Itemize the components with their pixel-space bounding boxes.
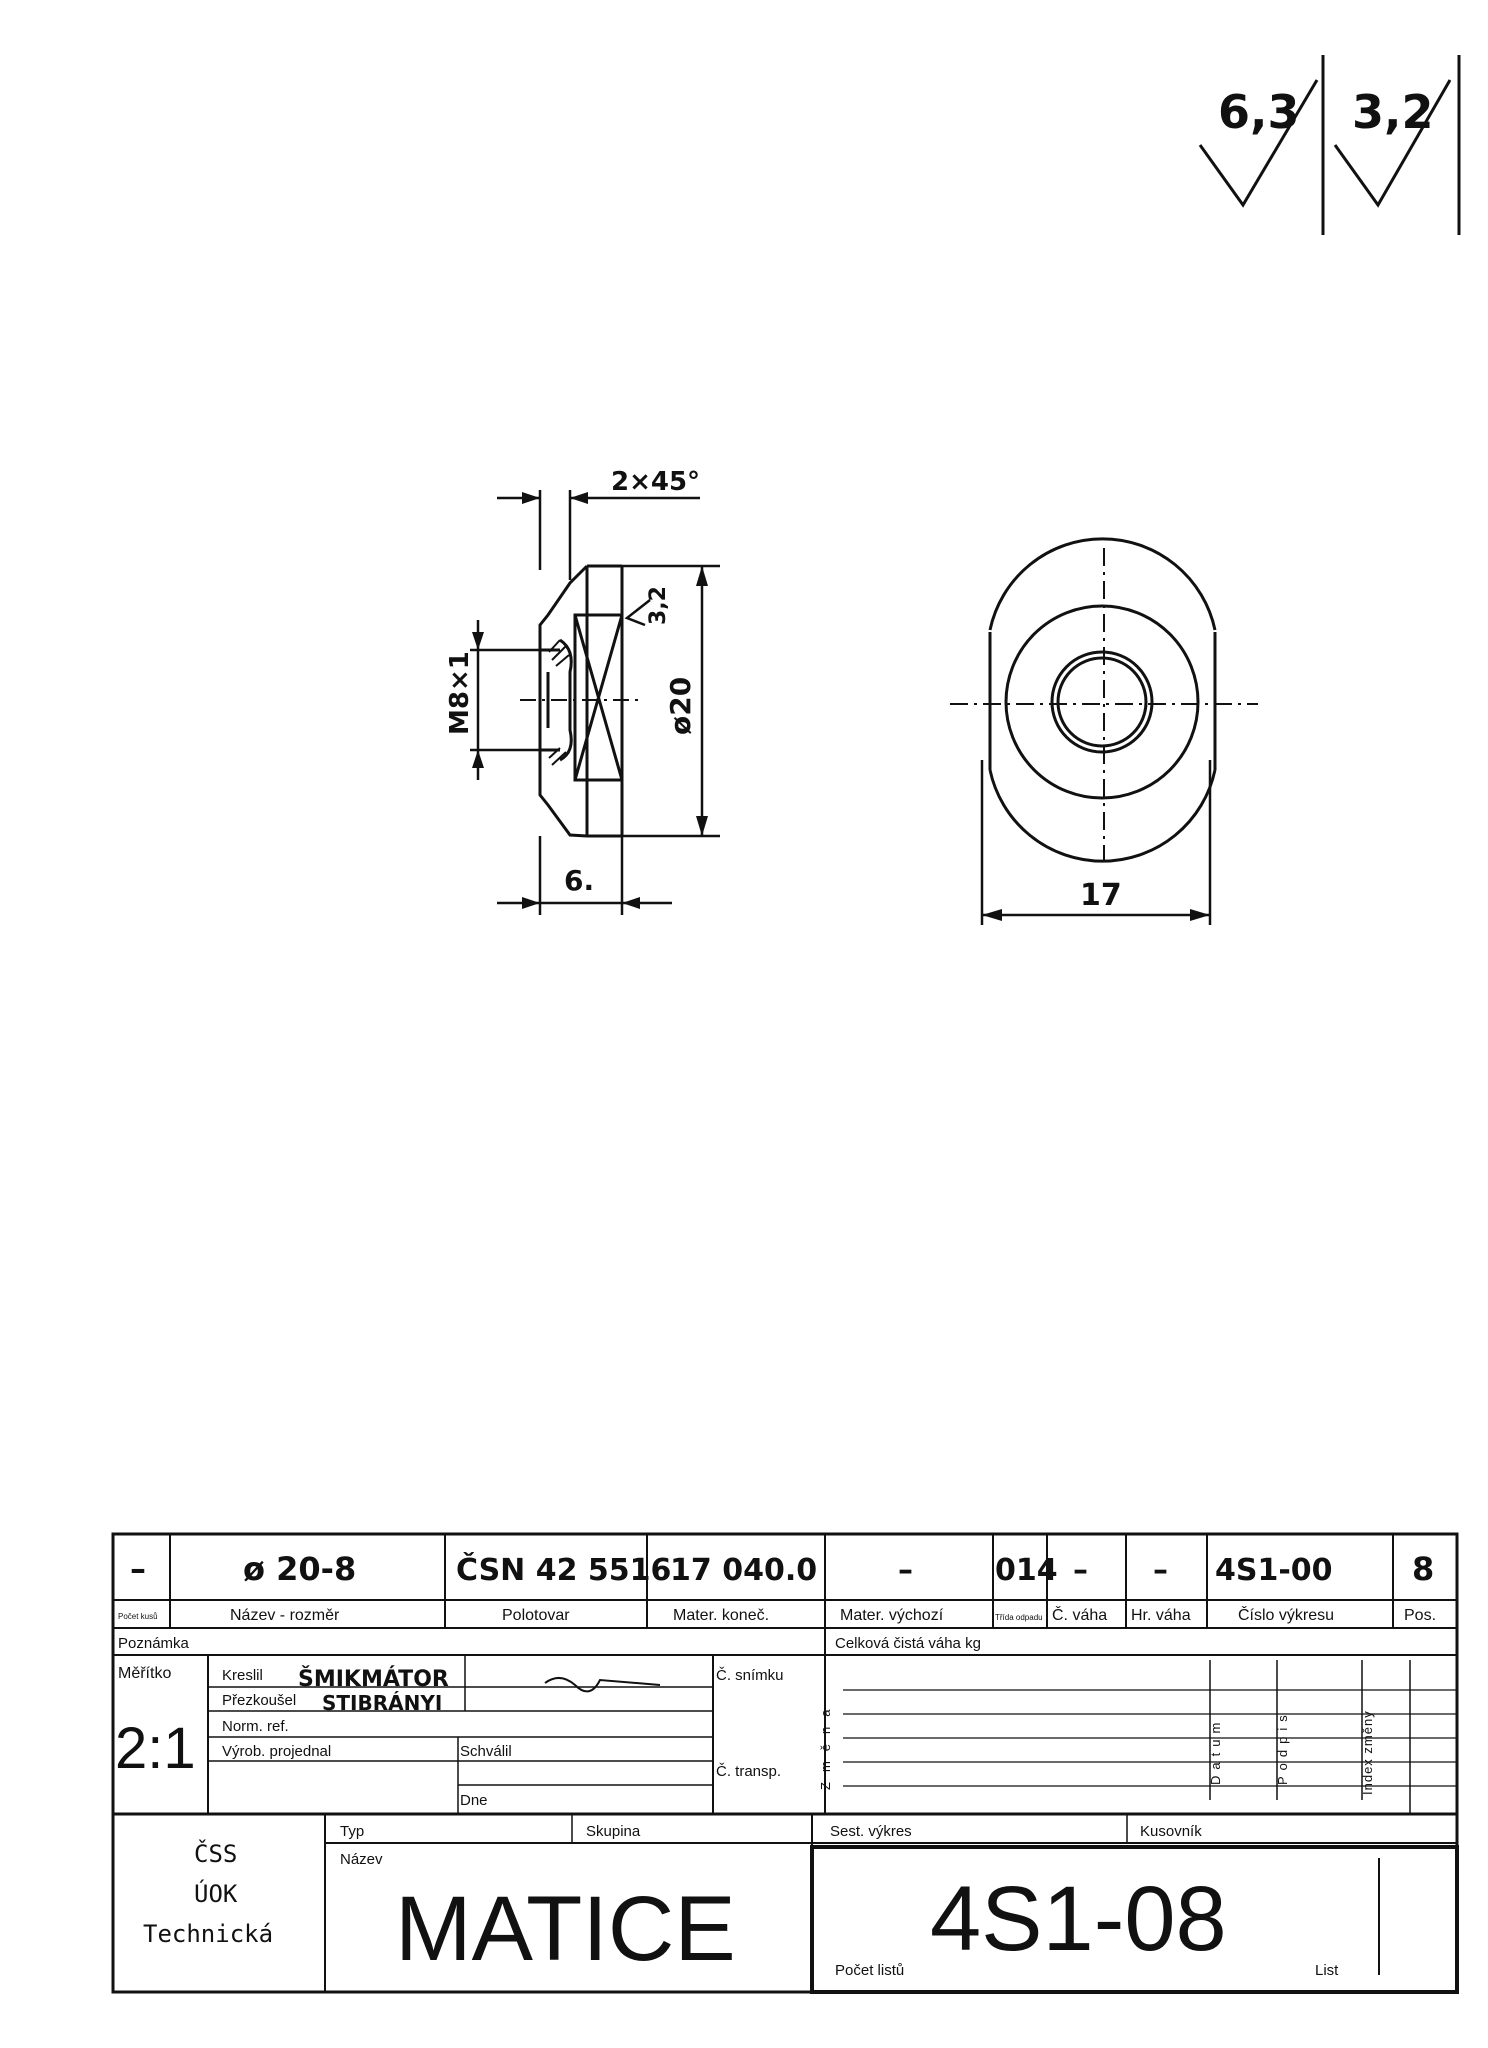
- pos-label: Pos.: [1404, 1607, 1437, 1624]
- waste-class-value: 014: [995, 1553, 1058, 1588]
- transp-label: Č. transp.: [716, 1763, 782, 1780]
- prod-label: Výrob. projednal: [222, 1743, 332, 1760]
- snapshot-label: Č. snímku: [716, 1667, 784, 1684]
- across-flats-dimension: 17: [1080, 878, 1122, 913]
- org-line-3: Technická: [143, 1920, 274, 1948]
- roughness-value-2: 3,2: [1352, 85, 1434, 139]
- surface-dimension: 3,2: [646, 586, 671, 625]
- scale-label: Měřítko: [118, 1665, 172, 1682]
- drawn-by: ŠMIKMÁTOR: [298, 1667, 449, 1692]
- name-size-label: Název - rozměr: [230, 1607, 340, 1624]
- total-weight-label: Celková čistá váha kg: [835, 1635, 981, 1652]
- sheet-label: List: [1315, 1962, 1339, 1979]
- drawing-no-value: 4S1-00: [1215, 1553, 1333, 1588]
- net-weight-value: –: [1073, 1553, 1088, 1588]
- material-initial-value: –: [898, 1553, 913, 1588]
- norm-label: Norm. ref.: [222, 1718, 289, 1735]
- assembly-label: Sest. výkres: [830, 1823, 912, 1840]
- name-size-value: ø 20-8: [243, 1550, 357, 1588]
- semi-product-label: Polotovar: [502, 1607, 570, 1624]
- checked-label: Přezkoušel: [222, 1692, 297, 1709]
- qty-value: –: [130, 1550, 146, 1588]
- diameter-dimension: ø20: [664, 676, 697, 735]
- scale-value: 2:1: [115, 1716, 196, 1781]
- part-title: MATICE: [395, 1878, 736, 1980]
- org-line-1: ČSS: [194, 1840, 238, 1868]
- bom-label: Kusovník: [1140, 1823, 1202, 1840]
- name-label: Název: [340, 1851, 383, 1868]
- note-label: Poznámka: [118, 1635, 189, 1652]
- group-label: Skupina: [586, 1823, 641, 1840]
- semi-product-value: ČSN 42 5516: [456, 1553, 672, 1588]
- podpis-label: Podpis: [1275, 1709, 1290, 1785]
- index-label: Index změny: [1360, 1710, 1375, 1795]
- gross-weight-value: –: [1153, 1553, 1168, 1588]
- pos-value: 8: [1412, 1550, 1435, 1588]
- chamfer-dimension: 2×45°: [611, 467, 701, 497]
- roughness-value-1: 6,3: [1218, 85, 1300, 139]
- type-label: Typ: [340, 1823, 365, 1840]
- date-label: Dne: [460, 1792, 488, 1809]
- gross-weight-label: Hr. váha: [1131, 1607, 1191, 1624]
- qty-label: Počet kusů: [118, 1612, 158, 1621]
- sheets-label: Počet listů: [835, 1962, 905, 1979]
- net-weight-label: Č. váha: [1052, 1607, 1108, 1624]
- drawn-label: Kreslil: [222, 1667, 263, 1684]
- thread-dimension: M8×1: [445, 651, 475, 735]
- drawing-no-label: Číslo výkresu: [1238, 1607, 1335, 1624]
- change-label: Změna: [818, 1699, 833, 1790]
- org-line-2: ÚOK: [194, 1880, 238, 1908]
- material-final-value: 17 040.0: [670, 1553, 818, 1588]
- width-dimension: 6.: [564, 864, 595, 897]
- checked-by: STIBRÁNYI: [322, 1691, 443, 1715]
- material-final-label: Mater. koneč.: [673, 1607, 770, 1624]
- datum-label: Datum: [1208, 1716, 1223, 1785]
- approved-label: Schválil: [460, 1743, 512, 1760]
- material-initial-label: Mater. výchozí: [840, 1607, 944, 1624]
- waste-class-label: Třída odpadu: [995, 1613, 1043, 1622]
- drawing-number: 4S1-08: [930, 1868, 1227, 1970]
